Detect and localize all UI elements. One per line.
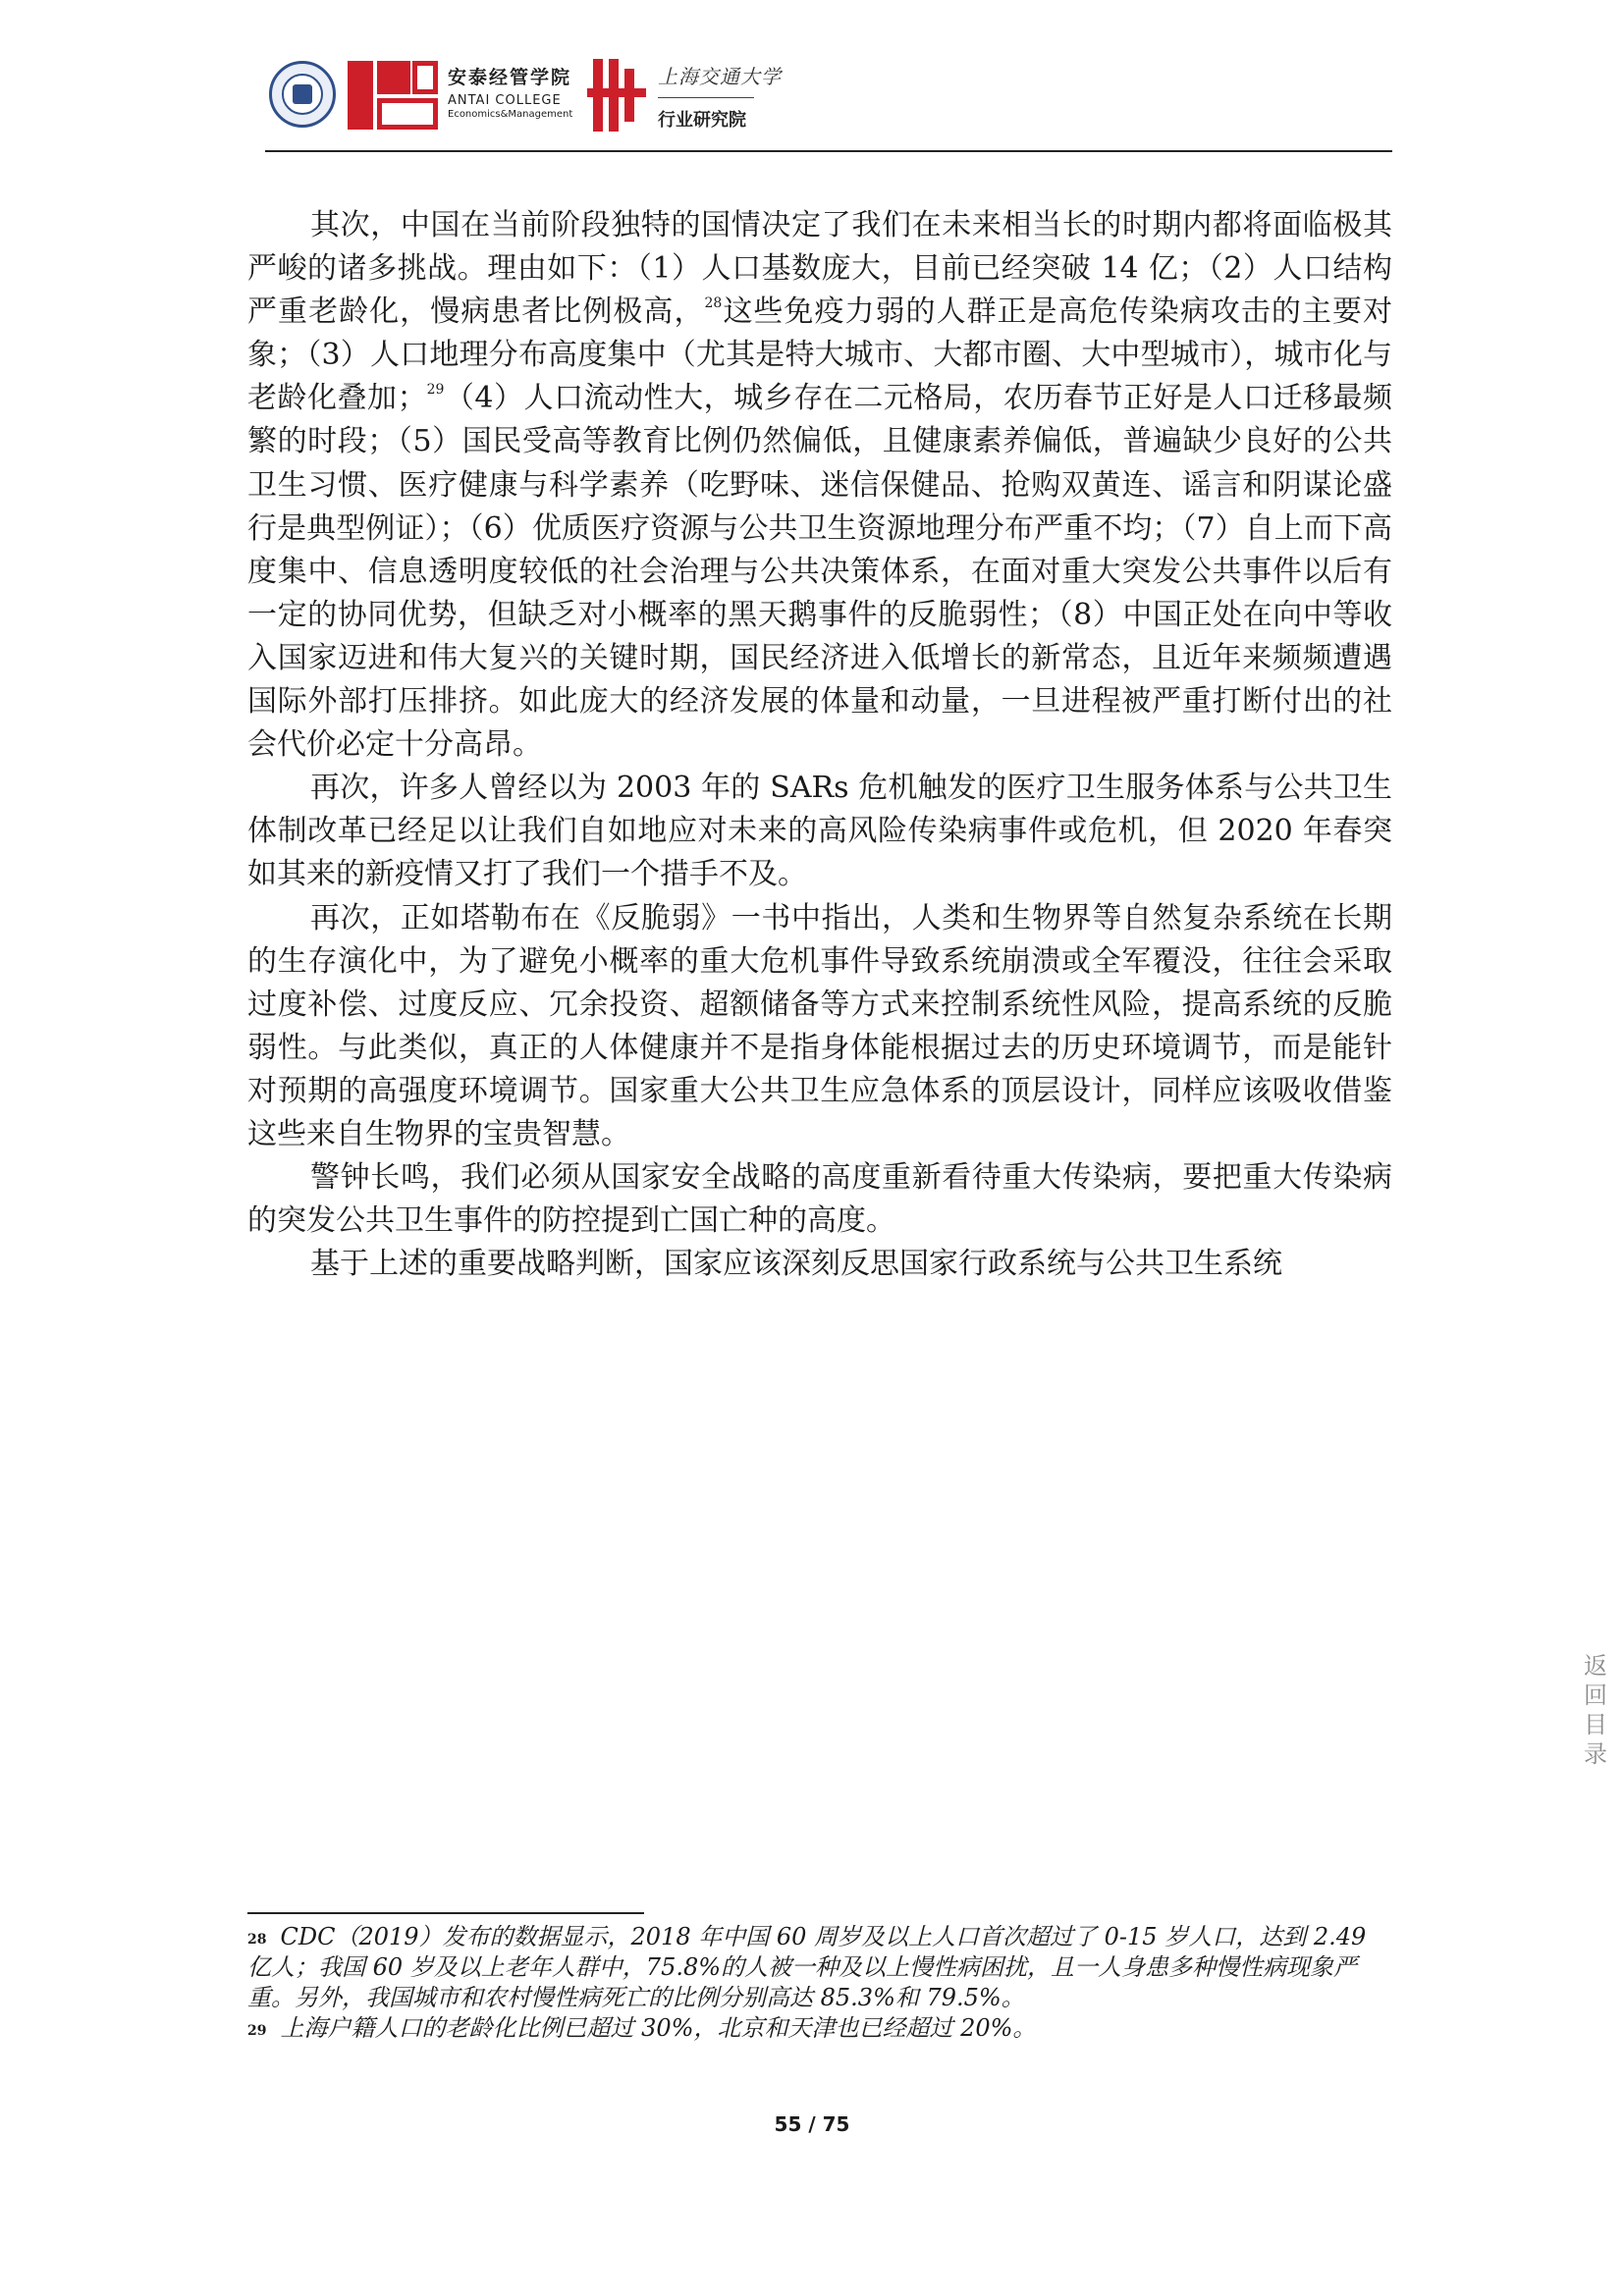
acem-logo [348, 61, 438, 130]
sjtu-institute-name [658, 61, 782, 132]
footnote-divider [247, 1912, 644, 1914]
footnote-text: 上海户籍人口的老龄化比例已超过 30%，北京和天津也已经超过 20%。 [280, 2014, 1037, 2042]
antai-en-name: ANTAI COLLEGE [448, 93, 562, 108]
paragraph: 再次，正如塔勒布在《反脆弱》一书中指出，人类和生物界等自然复杂系统在长期的生存演化中，为了避免小概率的重大危机事件导致系统崩溃或全军覆没，往往会采取过度补偿、过度反应、冗余投资、超额储备等方式来控制系统性风险，提高系统的反脆弱性。与此类似，真正的人体健康并不是指身体能根据过去的历史环境调节，而是能针对预期的高强度环境调节。国家重大公共卫生应急体系的顶层设计，同样应该吸收借鉴这些来自生物界的宝贵智慧。 [247, 900, 1392, 1151]
sjtu-name: 上海交通大学 [658, 65, 782, 88]
antai-cn-name: 安泰经管学院 [448, 67, 572, 88]
antai-en-subtitle: Economics&Management [448, 109, 573, 120]
footnotes [247, 1922, 1392, 2044]
institute-mark-logo [587, 59, 646, 132]
antai-college-name [448, 63, 577, 120]
return-to-toc-link[interactable]: 返 回 目 录 [1584, 1652, 1607, 1768]
footnote-ref-29[interactable]: 29 [426, 382, 445, 399]
footnote-29 [247, 2013, 1392, 2044]
paragraph: 基于上述的重要战略判断，国家应该深刻反思国家行政系统与公共卫生系统 [310, 1247, 1282, 1282]
footnote-text: CDC（2019）发布的数据显示，2018 年中国 60 周岁及以上人口首次超过了 0-15 岁人口，达到 2.49 亿人；我国 60 岁及以上老年人群中，75.8%的人被一种及以上慢性病困扰，且一人身患多种慢性病现象严重。另外，我国城市和农村慢性病死亡的比例分别高达 85.3%和 79.5%。 [247, 1923, 1367, 2011]
body-text [247, 204, 1392, 1286]
footnote-ref-28[interactable]: 28 [704, 295, 723, 312]
page-header [265, 51, 1392, 151]
page-number: 55 / 75 [774, 2112, 850, 2136]
footnote-number: 28 [247, 1932, 267, 1948]
sjtu-seal-logo [269, 61, 336, 128]
paragraph: 再次，许多人曾经以为 2003 年的 SARs 危机触发的医疗卫生服务体系与公共卫生体制改革已经足以让我们自如地应对未来的高风险传染病事件或危机，但 2020 年春突如其来的新疫情又打了我们一个措手不及。 [247, 771, 1392, 892]
paragraph: 其次，中国在当前阶段独特的国情决定了我们在未来相当长的时期内都将面临极其严峻的诸多挑战。理由如下：（1）人口基数庞大，目前已经突破 14 亿；（2）人口结构严重老龄化，慢病患者比例极高，$^{28}$这些免疫力弱的人群正是高危传染病攻击的主要对象；（3）人口地理分布高度集中（尤其是特大城市、大都市圈、大中型城市），城市化与老龄化叠加；$^{29}$（4）人口流动性大，城乡存在二元格局，农历春节正好是人口迁移最频繁的时段；（5）国民受高等教育比例仍然偏低，且健康素养偏低，普遍缺少良好的公共卫生习惯、医疗健康与科学素养（吃野味、迷信保健品、抢购双黄连、谣言和阴谋论盛行是典型例证）；（6）优质医疗资源与公共卫生资源地理分布严重不均；（7）自上而下高度集中、信息透明度较低的社会治理与公共决策体系，在面对重大突发公共事件以后有一定的协同优势，但缺乏对小概率的黑天鹅事件的反脆弱性；（8）中国正处在向中等收入国家迈进和伟大复兴的关键时期，国民经济进入低增长的新常态，且近年来频频遭遇国际外部打压排挤。如此庞大的经济发展的体量和动量，一旦进程被严重打断付出的社会代价必定十分高昂。 [247, 208, 1393, 763]
footnote-number: 29 [247, 2023, 267, 2039]
footnote-28 [247, 1922, 1392, 2013]
paragraph: 警钟长鸣，我们必须从国家安全战略的高度重新看待重大传染病，要把重大传染病的突发公共卫生事件的防控提到亡国亡种的高度。 [247, 1160, 1392, 1239]
institute-name: 行业研究院 [658, 110, 746, 131]
header-divider [265, 150, 1392, 152]
